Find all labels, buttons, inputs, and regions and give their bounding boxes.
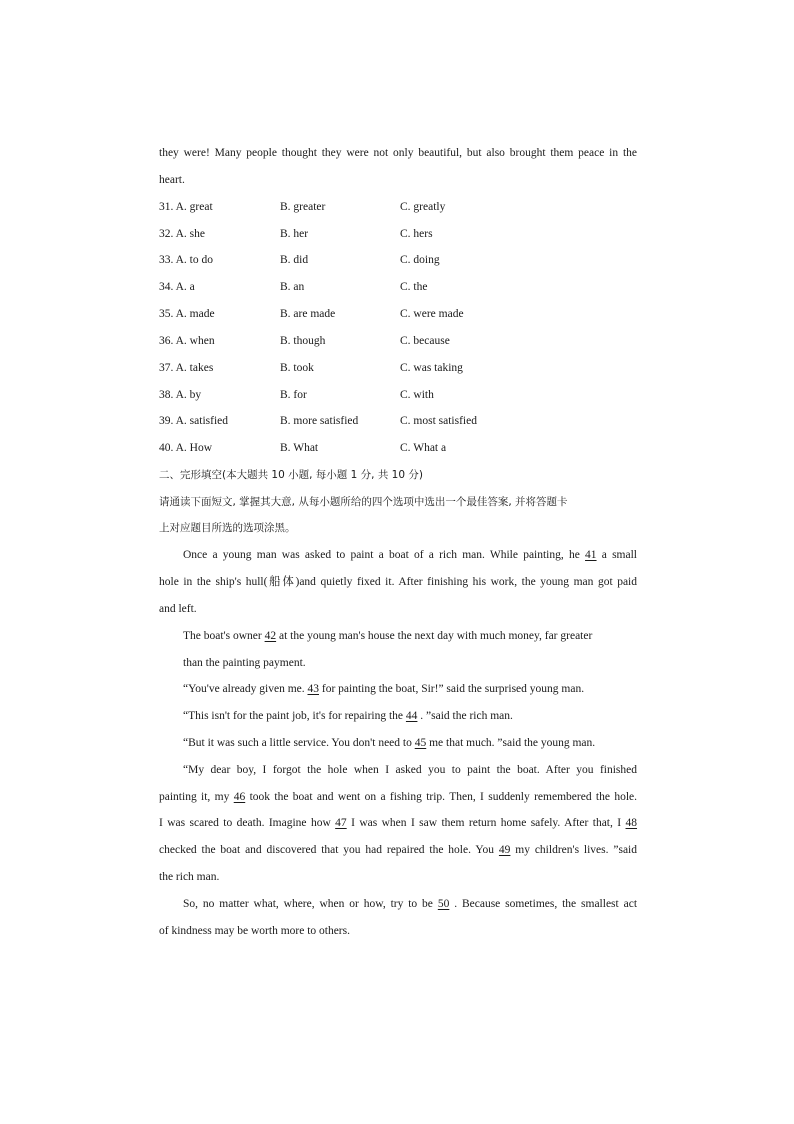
text: So, no matter what, where, when or how, try to be [183, 898, 433, 910]
option-c: C. were made [400, 308, 464, 320]
passage-p1-line1 [183, 548, 637, 562]
option-b: B. did [280, 254, 309, 266]
option-c: C. was taking [400, 362, 463, 374]
section-instructions-1: 请通读下面短文, 掌握其大意, 从每小题所给的四个选项中选出一个最佳答案, 并将答题卡 [159, 496, 568, 508]
passage-p5 [183, 736, 595, 750]
text: I was scared to death. Imagine how [159, 817, 331, 829]
passage-p7-line2: of kindness may be worth more to others. [159, 925, 350, 937]
intro-line-2: heart. [159, 174, 185, 186]
option-c: C. doing [400, 254, 440, 266]
passage-p6-line2 [159, 790, 637, 804]
text: “You've already given me. [183, 683, 305, 695]
option-a: 33. A. to do [159, 254, 213, 266]
text: for painting the boat, Sir!” said the surprised young man. [321, 683, 585, 695]
intro-line-1: they were! Many people thought they were not only beautiful, but also brought them peace in the [159, 147, 637, 159]
option-c: C. most satisfied [400, 415, 477, 427]
option-c: C. greatly [400, 201, 446, 213]
option-b: B. greater [280, 201, 326, 213]
text: Once a young man was asked to paint a boat of a rich man. While painting, he [183, 549, 580, 561]
blank-43: 43 [307, 683, 319, 695]
option-a: 39. A. satisfied [159, 415, 228, 427]
option-c: C. with [400, 389, 434, 401]
text: me that much. ”said the young man. [429, 737, 596, 749]
passage-p4 [183, 709, 513, 723]
blank-48: 48 [625, 817, 638, 829]
option-b: B. took [280, 362, 314, 374]
text: The boat's owner [183, 630, 262, 642]
option-b: B. more satisfied [280, 415, 359, 427]
passage-p6-line5: the rich man. [159, 871, 220, 883]
blank-44: 44 [405, 710, 418, 722]
blank-46: 46 [233, 791, 246, 803]
option-b: B. for [280, 389, 307, 401]
text: my children's lives. ”said [515, 844, 637, 856]
text: “This isn't for the paint job, it's for repairing the [183, 710, 404, 722]
option-b: B. are made [280, 308, 336, 320]
option-a: 36. A. when [159, 335, 215, 347]
option-c: C. What a [400, 442, 447, 454]
passage-p6-line4 [159, 843, 637, 857]
option-a: 31. A. great [159, 201, 213, 213]
passage-p7-line1 [183, 897, 637, 911]
option-a: 35. A. made [159, 308, 215, 320]
option-a: 32. A. she [159, 228, 205, 240]
blank-50: 50 [437, 898, 450, 910]
text: took the boat and went on a fishing trip. Then, I suddenly remembered the hole. [249, 791, 637, 803]
section-heading: 二、完形填空(本大题共 10 小题, 每小题 1 分, 共 10 分) [159, 469, 423, 481]
passage-p3 [183, 682, 584, 696]
passage-p6-line1: “My dear boy, I forgot the hole when I asked you to paint the boat. After you finished [183, 764, 637, 776]
text: painting it, my [159, 791, 230, 803]
text: at the young man's house the next day with much money, far greater [278, 630, 593, 642]
option-c: C. hers [400, 228, 433, 240]
text: checked the boat and discovered that you had repaired the hole. You [159, 844, 495, 856]
text: “But it was such a little service. You don't need to [183, 737, 412, 749]
blank-42: 42 [264, 630, 277, 642]
option-b: B. her [280, 228, 309, 240]
text: . ”said the rich man. [420, 710, 513, 722]
option-b: B. an [280, 281, 305, 293]
option-a: 38. A. by [159, 389, 202, 401]
passage-p2-line1 [183, 629, 592, 643]
option-a: 34. A. a [159, 281, 195, 293]
blank-47: 47 [335, 817, 347, 829]
passage-p1-line2: hole in the ship's hull(船体)and quietly fixed it. After finishing his work, the young man got paid [159, 576, 637, 588]
option-a: 40. A. How [159, 442, 213, 454]
option-c: C. the [400, 281, 428, 293]
section-instructions-2: 上对应题目所选的选项涂黑。 [159, 522, 296, 534]
blank-41: 41 [585, 549, 597, 561]
text: a small [601, 549, 638, 561]
blank-45: 45 [414, 737, 427, 749]
option-b: B. though [280, 335, 326, 347]
passage-p1-line3: and left. [159, 603, 197, 615]
option-a: 37. A. takes [159, 362, 214, 374]
blank-49: 49 [498, 844, 511, 856]
option-c: C. because [400, 335, 450, 347]
option-b: B. What [280, 442, 319, 454]
text: . Because sometimes, the smallest act [454, 898, 638, 910]
passage-p2-line2: than the painting payment. [183, 657, 306, 669]
text: I was when I saw them return home safely. After that, I [351, 817, 622, 829]
passage-p6-line3 [159, 816, 637, 830]
